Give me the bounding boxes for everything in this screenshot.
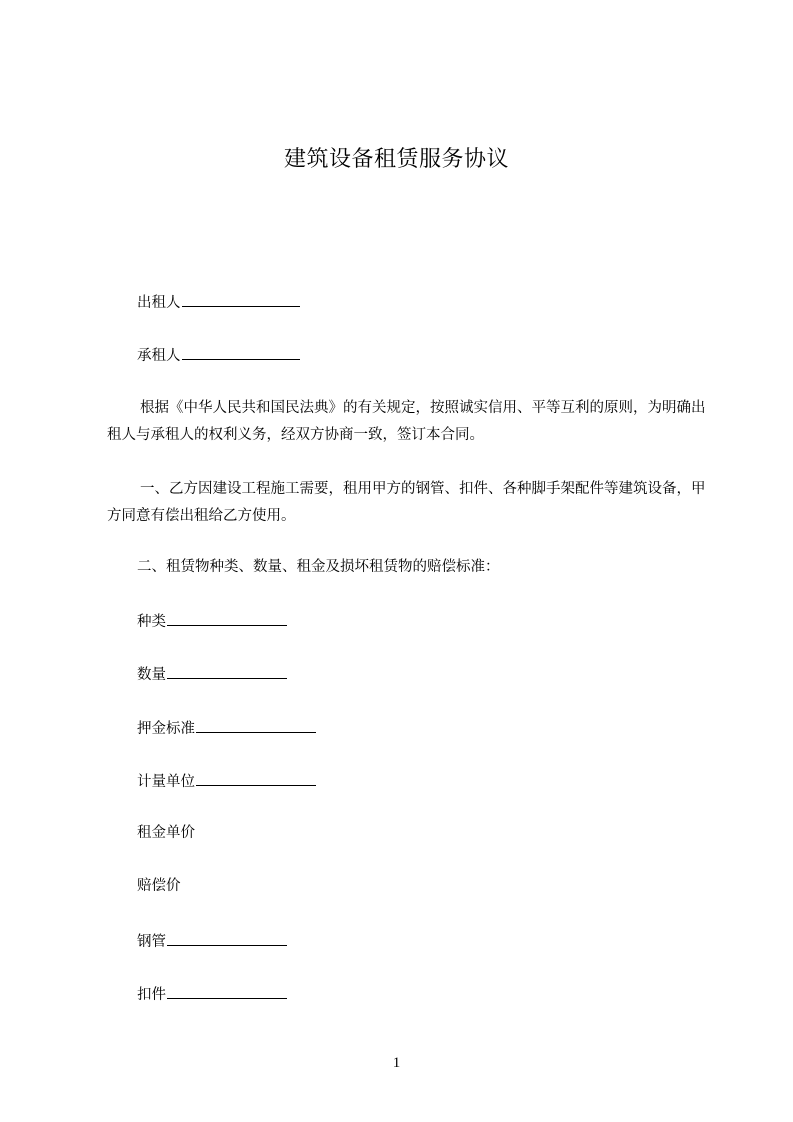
unit-line bbox=[137, 770, 316, 792]
steel-pipe-line bbox=[137, 930, 287, 952]
clause-two: 二、租赁物种类、数量、租金及损坏租赁物的赔偿标准： bbox=[137, 559, 500, 575]
lessor-line bbox=[137, 291, 300, 313]
unit-label: 计量单位 bbox=[137, 774, 195, 790]
steel-pipe-label: 钢管 bbox=[137, 934, 166, 950]
document-title: 建筑设备租赁服务协议 bbox=[283, 147, 509, 172]
unit-blank[interactable] bbox=[196, 770, 316, 786]
compensation-price-line bbox=[137, 876, 181, 896]
fastener-label: 扣件 bbox=[137, 987, 166, 1003]
page-number: 1 bbox=[392, 1055, 401, 1071]
compensation-price-label: 赔偿价 bbox=[137, 878, 181, 894]
lessee-line bbox=[137, 344, 300, 366]
lessor-blank[interactable] bbox=[182, 291, 300, 307]
lessee-label: 承租人 bbox=[137, 348, 181, 364]
type-line bbox=[137, 610, 287, 632]
steel-pipe-blank[interactable] bbox=[167, 930, 287, 946]
fastener-line bbox=[137, 983, 287, 1005]
fastener-blank[interactable] bbox=[167, 983, 287, 999]
rent-unit-price-line bbox=[137, 823, 195, 843]
deposit-line bbox=[137, 717, 316, 739]
deposit-label: 押金标准 bbox=[137, 721, 195, 737]
clause-one: 一、乙方因建设工程施工需要，租用甲方的钢管、扣件、各种脚手架配件等建筑设备，甲方同意有偿出租给乙方使用。 bbox=[107, 481, 706, 524]
lessee-blank[interactable] bbox=[182, 344, 300, 360]
deposit-blank[interactable] bbox=[196, 717, 316, 733]
lessor-label: 出租人 bbox=[137, 295, 181, 311]
type-label: 种类 bbox=[137, 614, 166, 630]
rent-unit-price-label: 租金单价 bbox=[137, 825, 195, 841]
intro-paragraph: 根据《中华人民共和国民法典》的有关规定，按照诚实信用、平等互利的原则，为明确出租人与承租人的权利义务，经双方协商一致，签订本合同。 bbox=[107, 400, 706, 443]
quantity-label: 数量 bbox=[137, 667, 166, 683]
quantity-blank[interactable] bbox=[167, 663, 287, 679]
quantity-line bbox=[137, 663, 287, 685]
type-blank[interactable] bbox=[167, 610, 287, 626]
